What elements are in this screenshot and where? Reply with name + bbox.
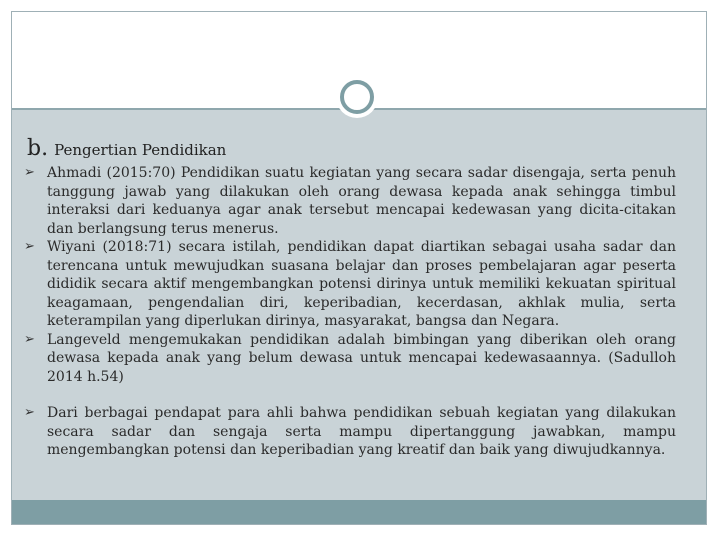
bullet-text: Ahmadi (2015:70) Pendidikan suatu kegiatan yang secara sadar disengaja, serta penuh tanggung jawab yang dilakukan oleh orang dewasa kepada anak sehingga timbul interaksi dari keduanya agar anak tersebut mencapai kedewasan yang dicita-citakan dan berlangsung terus menerus. bbox=[47, 165, 676, 237]
bullet-item bbox=[24, 238, 676, 331]
bullet-item bbox=[24, 404, 676, 460]
arrow-bullet-icon: ➢ bbox=[24, 239, 35, 254]
arrow-bullet-icon: ➢ bbox=[24, 331, 35, 347]
slide-footer-bar bbox=[12, 500, 706, 524]
heading-letter: b. bbox=[27, 136, 49, 161]
bullet-item bbox=[24, 331, 676, 387]
bullet-text: Wiyani (2018:71) secara istilah, pendidikan dapat diartikan sebagai usaha sadar dan terencana untuk mewujudkan suasana belajar dan proses pembelajaran agar peserta dididik secara aktif mengembangkan potensi dirinya untuk memiliki kekuatan spiritual keagamaan, pengendalian diri, keperibadian, kecerdasan, akhlak mulia, serta keterampilan yang diperlukan dirinya, masyarakat, bangsa dan Negara. bbox=[47, 239, 676, 329]
bullet-text: Dari berbagai pendapat para ahli bahwa pendidikan sebuah kegiatan yang dilakukan secara sadar dan sengaja serta mampu dipertanggung jawabkan, mampu mengembangkan potensi dan keperibadian yang kreatif dan baik yang diwujudkannya. bbox=[47, 405, 676, 458]
arrow-bullet-icon: ➢ bbox=[24, 165, 35, 180]
arrow-bullet-icon: ➢ bbox=[24, 405, 35, 420]
bullet-text: Langeveld mengemukakan pendidikan adalah bimbingan yang diberikan oleh orang dewasa kepada anak yang belum dewasa untuk mencapai kedewasaannya. (Sadulloh 2014 h.54) bbox=[47, 331, 676, 385]
bullet-list bbox=[24, 164, 676, 460]
bullet-item bbox=[24, 164, 676, 238]
heading-text: Pengertian Pendidikan bbox=[54, 141, 227, 159]
ring-icon bbox=[340, 80, 374, 114]
slide-heading bbox=[27, 136, 226, 161]
